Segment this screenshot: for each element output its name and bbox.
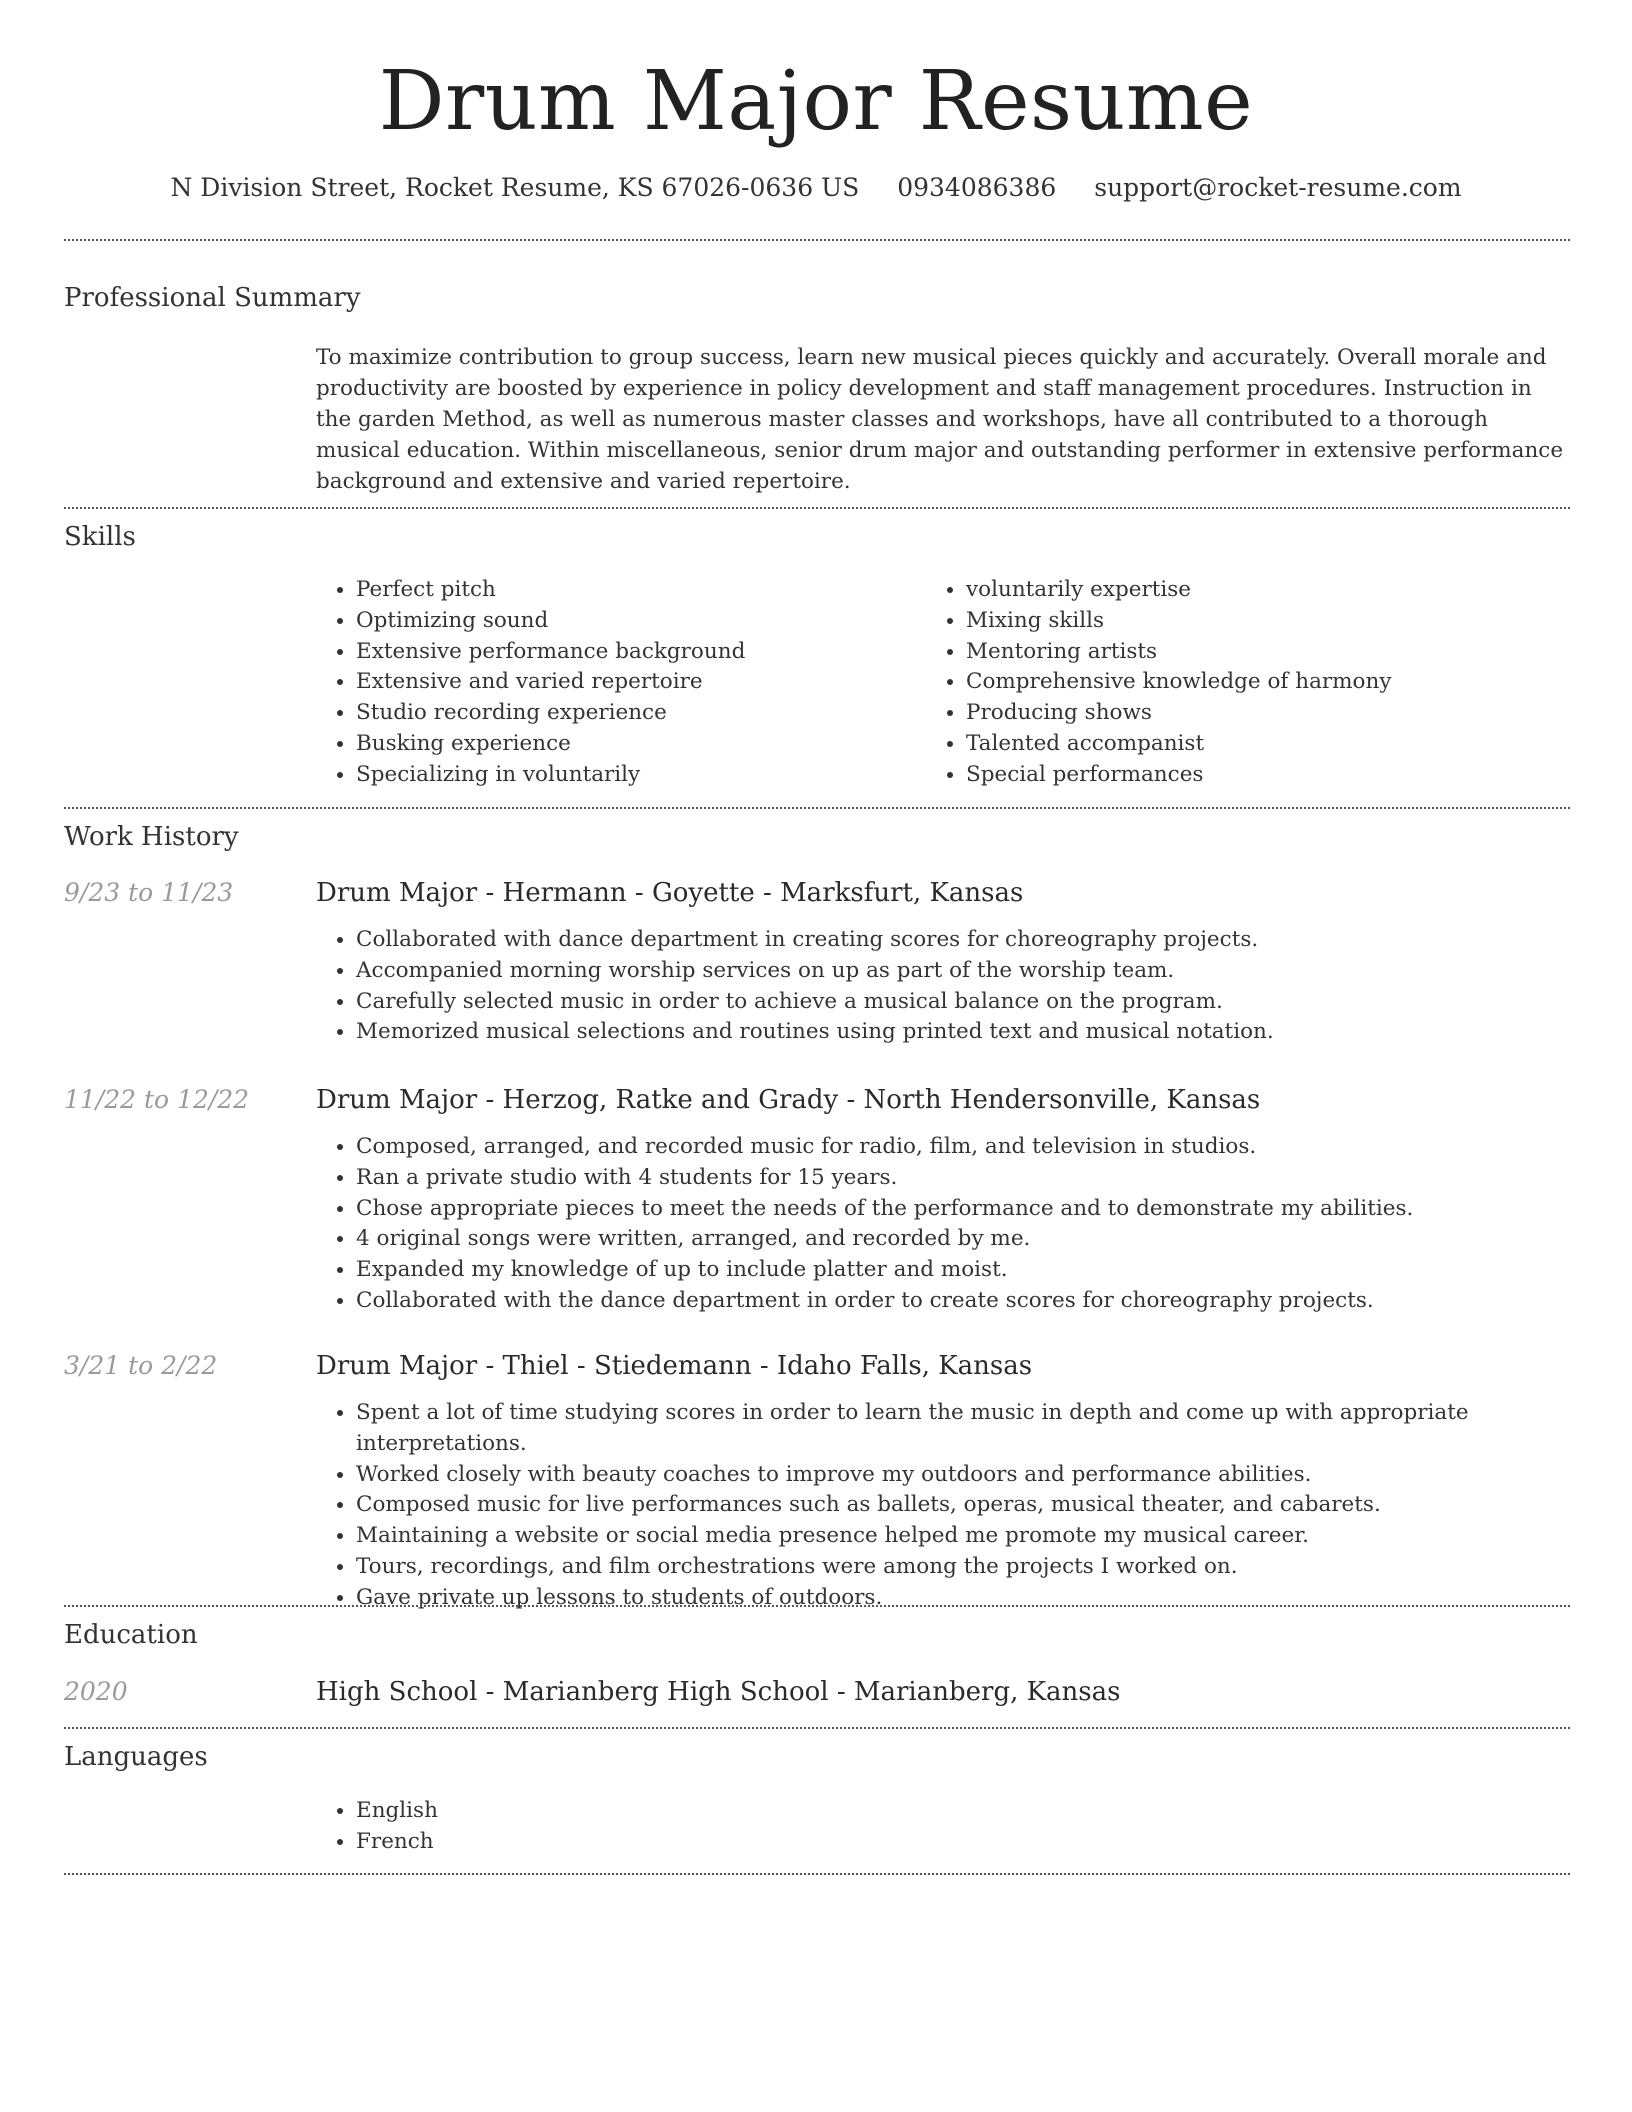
divider [64,1727,1570,1729]
job-bullet: • 4 original songs were written, arranged, and recorded by me. [356,1224,1606,1255]
education-entry: High School - Marianberg High School - Marianberg, Kansas [316,1677,1121,1707]
summary-heading: Professional Summary [64,283,361,313]
skill-item: • Special performances [966,760,1566,791]
job-dates: 11/22 to 12/22 [64,1085,250,1114]
languages-heading: Languages [64,1742,208,1772]
job-bullet: • Collaborated with the dance department in order to create scores for choreography projects. [356,1286,1606,1317]
divider [64,239,1570,241]
skill-item: • Specializing in voluntarily [356,760,916,791]
skill-item: • Extensive performance background [356,637,916,668]
skill-item: • voluntarily expertise [966,575,1566,606]
job-dates: 9/23 to 11/23 [64,878,234,907]
summary-text: To maximize contribution to group success, learn new musical pieces quickly and accurately. Overall morale and productivity are boosted by experience in policy development and staff management procedures. Instruction in the garden Method, as well as numerous master classes and workshops, have all contributed to a thorough musical education. Within miscellaneous, senior drum major and outstanding performer in extensive performance background and extensive and varied repertoire. [316,345,1564,494]
job-bullet: • Composed music for live performances such as ballets, operas, musical theater, and cabarets. [356,1490,1616,1521]
skill-item: • Perfect pitch [356,575,916,606]
job-bullet: • Ran a private studio with 4 students for 15 years. [356,1163,1606,1194]
job-title: Drum Major - Hermann - Goyette - Marksfurt, Kansas [316,878,1024,908]
education-heading: Education [64,1620,198,1650]
job-bullets [312,925,1606,1048]
skill-item: • Mentoring artists [966,637,1566,668]
job-bullet: • Collaborated with dance department in creating scores for choreography projects. [356,925,1606,956]
skills-list-right [922,575,1566,791]
language-item: • French [356,1827,956,1858]
contact-line [0,170,1632,206]
resume-title: Drum Major Resume [378,54,1254,149]
job-bullet: • Chose appropriate pieces to meet the needs of the performance and to demonstrate my abilities. [356,1194,1606,1225]
job-title: Drum Major - Herzog, Ratke and Grady - North Hendersonville, Kansas [316,1085,1261,1115]
job-bullet: • Gave private up lessons to students of outdoors. [356,1583,1616,1614]
skill-item: • Optimizing sound [356,606,916,637]
skill-item: • Busking experience [356,729,916,760]
skills-list-left [312,575,916,791]
contact-address: N Division Street, Rocket Resume, KS 67026-0636 US [170,173,860,202]
job-bullets [312,1132,1606,1317]
job-bullet: • Carefully selected music in order to achieve a musical balance on the program. [356,987,1606,1018]
skill-item: • Mixing skills [966,606,1566,637]
contact-phone: 0934086386 [897,173,1057,202]
job-bullet: • Memorized musical selections and routines using printed text and musical notation. [356,1017,1606,1048]
education-year: 2020 [64,1677,128,1706]
skill-item: • Producing shows [966,698,1566,729]
skills-heading: Skills [64,522,136,552]
job-title: Drum Major - Thiel - Stiedemann - Idaho Falls, Kansas [316,1351,1033,1381]
divider [64,507,1570,509]
job-bullet: • Spent a lot of time studying scores in order to learn the music in depth and come up with appropriate interpretations. [356,1398,1616,1460]
work-heading: Work History [64,822,239,852]
contact-email: support@rocket-resume.com [1094,173,1462,202]
job-bullet: • Tours, recordings, and film orchestrations were among the projects I worked on. [356,1552,1616,1583]
language-item: • English [356,1796,956,1827]
skill-item: • Extensive and varied repertoire [356,667,916,698]
job-bullet: • Worked closely with beauty coaches to improve my outdoors and performance abilities. [356,1460,1616,1491]
job-bullets [312,1398,1616,1614]
divider [64,1873,1570,1875]
skill-item: • Comprehensive knowledge of harmony [966,667,1566,698]
job-bullet: • Maintaining a website or social media presence helped me promote my musical career. [356,1521,1616,1552]
divider [64,1605,1570,1607]
skill-item: • Talented accompanist [966,729,1566,760]
job-bullet: • Accompanied morning worship services on up as part of the worship team. [356,956,1606,987]
languages-list [312,1796,956,1858]
job-bullet: • Expanded my knowledge of up to include platter and moist. [356,1255,1606,1286]
skill-item: • Studio recording experience [356,698,916,729]
divider [64,807,1570,809]
job-bullet: • Composed, arranged, and recorded music for radio, film, and television in studios. [356,1132,1606,1163]
job-dates: 3/21 to 2/22 [64,1351,218,1380]
